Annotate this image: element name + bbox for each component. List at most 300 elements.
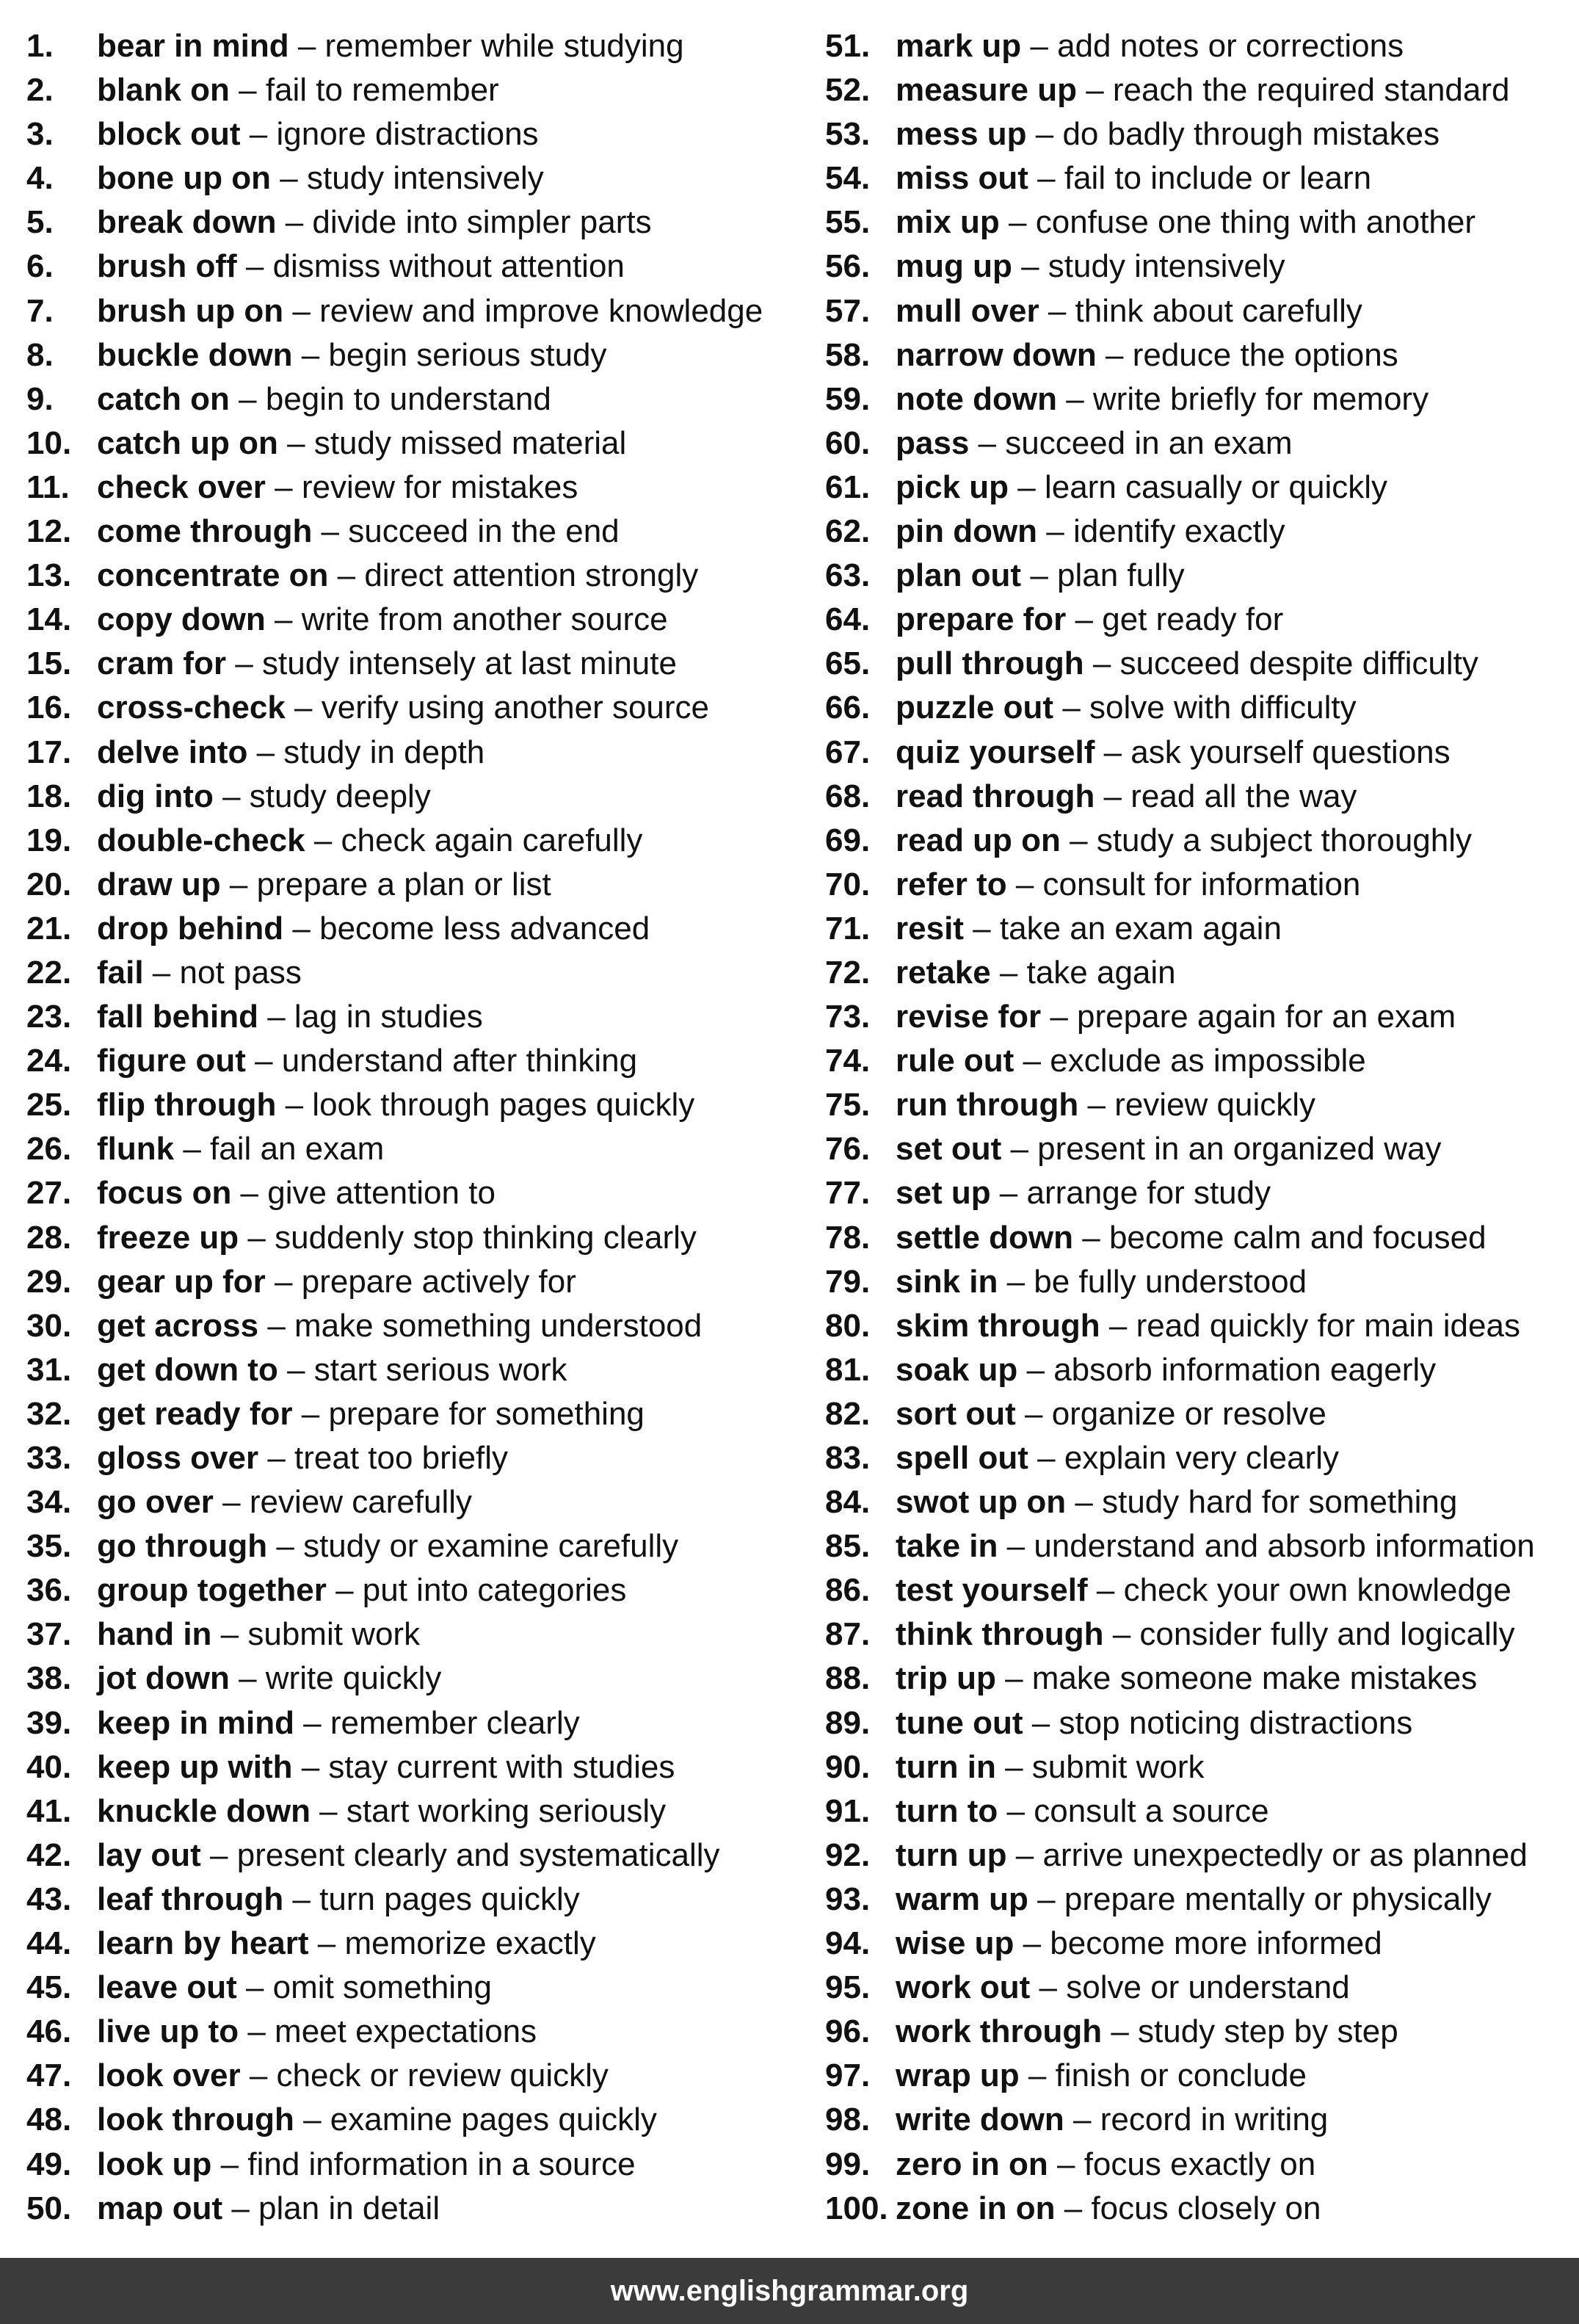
- entry-separator: –: [1028, 1440, 1064, 1476]
- entry-term: mess up: [896, 116, 1027, 153]
- entry-number: 30.: [26, 1307, 72, 1344]
- list-item: [825, 24, 1567, 68]
- entry-definition: study intensely at last minute: [262, 645, 677, 682]
- entry-separator: –: [1095, 778, 1131, 814]
- entry-separator: –: [271, 160, 307, 197]
- list-item: [825, 333, 1567, 377]
- list-item: [26, 1304, 805, 1348]
- list-item: [825, 510, 1567, 554]
- entry-term: miss out: [896, 160, 1028, 197]
- entry-number: 29.: [26, 1263, 72, 1300]
- entry-term: brush up on: [97, 292, 284, 329]
- entry-number: 54.: [825, 160, 871, 197]
- entry-separator: –: [1039, 292, 1075, 329]
- entry-separator: –: [267, 1528, 304, 1565]
- entry-term: trip up: [896, 1660, 996, 1697]
- entry-number: 55.: [825, 204, 871, 241]
- list-item: [825, 775, 1567, 819]
- entry-number: 56.: [825, 248, 871, 285]
- entry-definition: start serious work: [313, 1351, 567, 1388]
- list-item: [825, 1171, 1567, 1215]
- entry-number: 63.: [825, 557, 871, 594]
- entry-definition: submit work: [1031, 1748, 1205, 1785]
- list-item: [825, 1216, 1567, 1260]
- entry-separator: –: [328, 557, 365, 594]
- list-item: [26, 1348, 805, 1392]
- list-item: [26, 1083, 805, 1127]
- list-item: [825, 819, 1567, 863]
- entry-term: run through: [896, 1087, 1079, 1123]
- list-item: [825, 1834, 1567, 1878]
- entry-separator: –: [1078, 1087, 1115, 1123]
- entry-separator: –: [229, 1660, 266, 1697]
- list-item: [26, 466, 805, 510]
- entry-separator: –: [995, 1748, 1032, 1785]
- list-item: [26, 1524, 805, 1568]
- entry-separator: –: [236, 1969, 273, 2006]
- entry-term: tune out: [896, 1704, 1023, 1741]
- entry-separator: –: [1096, 336, 1133, 373]
- entry-number: 19.: [26, 822, 72, 858]
- entry-definition: write from another source: [301, 601, 668, 638]
- entry-definition: omit something: [272, 1969, 493, 2006]
- entry-term: soak up: [896, 1351, 1018, 1388]
- entry-separator: –: [258, 999, 294, 1035]
- entry-separator: –: [1041, 999, 1078, 1035]
- entry-definition: fail an exam: [210, 1131, 385, 1168]
- entry-definition: present in an organized way: [1037, 1131, 1442, 1168]
- entry-number: 96.: [825, 2013, 871, 2050]
- entry-term: draw up: [97, 866, 221, 902]
- entry-term: keep up with: [97, 1748, 293, 1785]
- entry-separator: –: [998, 1792, 1034, 1829]
- entry-number: 17.: [26, 734, 72, 770]
- list-item: [825, 421, 1567, 466]
- entry-separator: –: [1001, 1131, 1038, 1168]
- entry-term: skim through: [896, 1307, 1100, 1344]
- list-item: [26, 1922, 805, 1966]
- entry-separator: –: [990, 954, 1027, 991]
- entry-definition: arrange for study: [1026, 1175, 1271, 1212]
- entry-separator: –: [1009, 468, 1045, 505]
- entry-definition: review quickly: [1114, 1087, 1316, 1123]
- entry-definition: understand and absorb information: [1034, 1528, 1535, 1565]
- phrasal-verb-list-right-column: [825, 24, 1567, 2231]
- entry-number: 5.: [26, 204, 54, 241]
- entry-separator: –: [1014, 1043, 1050, 1079]
- entry-number: 98.: [825, 2102, 871, 2138]
- entry-term: learn by heart: [97, 1925, 309, 1962]
- list-item: [26, 1260, 805, 1304]
- entry-term: brush off: [97, 248, 237, 285]
- list-item: [825, 1657, 1567, 1701]
- entry-separator: –: [1066, 601, 1103, 638]
- list-item: [26, 1745, 805, 1789]
- entry-definition: read quickly for main ideas: [1136, 1307, 1520, 1344]
- list-item: [26, 156, 805, 200]
- entry-separator: –: [276, 204, 313, 241]
- entry-definition: review carefully: [249, 1484, 473, 1521]
- entry-term: narrow down: [896, 336, 1097, 373]
- entry-separator: –: [1019, 2057, 1056, 2094]
- entry-term: set out: [896, 1131, 1002, 1168]
- entry-number: 93.: [825, 1880, 871, 1917]
- entry-definition: study in depth: [283, 734, 485, 770]
- entry-definition: succeed in an exam: [1005, 424, 1293, 461]
- entry-separator: –: [292, 1748, 329, 1785]
- entry-number: 41.: [26, 1792, 72, 1829]
- entry-term: copy down: [97, 601, 266, 638]
- entry-separator: –: [1021, 28, 1058, 64]
- entry-definition: prepare a plan or list: [256, 866, 551, 902]
- entry-term: fall behind: [97, 999, 258, 1035]
- entry-definition: look through pages quickly: [312, 1087, 695, 1123]
- entry-separator: –: [265, 468, 302, 505]
- entry-number: 21.: [26, 910, 72, 946]
- entry-number: 31.: [26, 1351, 72, 1388]
- entry-number: 68.: [825, 778, 871, 814]
- entry-term: note down: [896, 380, 1057, 417]
- list-item: [26, 1834, 805, 1878]
- list-item: [825, 112, 1567, 156]
- entry-definition: take an exam again: [999, 910, 1282, 946]
- entry-separator: –: [1066, 1484, 1103, 1521]
- entry-number: 44.: [26, 1925, 72, 1962]
- entry-term: warm up: [896, 1880, 1028, 1917]
- entry-number: 33.: [26, 1440, 72, 1476]
- entry-number: 50.: [26, 2190, 72, 2226]
- list-item: [825, 1745, 1567, 1789]
- list-item: [26, 289, 805, 333]
- entry-term: plan out: [896, 557, 1022, 594]
- entry-term: zero in on: [896, 2146, 1048, 2182]
- entry-term: pull through: [896, 645, 1084, 682]
- entry-term: gear up for: [97, 1263, 266, 1300]
- entry-number: 60.: [825, 424, 871, 461]
- entry-term: prepare for: [896, 601, 1067, 638]
- entry-term: freeze up: [97, 1219, 239, 1256]
- entry-term: look through: [97, 2102, 294, 2138]
- entry-definition: exclude as impossible: [1050, 1043, 1366, 1079]
- entry-separator: –: [1073, 1219, 1109, 1256]
- entry-number: 16.: [26, 689, 72, 726]
- entry-separator: –: [963, 910, 1000, 946]
- entry-separator: –: [265, 1263, 302, 1300]
- entry-number: 1.: [26, 28, 54, 64]
- list-item: [825, 1568, 1567, 1612]
- entry-term: keep in mind: [97, 1704, 294, 1741]
- entry-term: leave out: [97, 1969, 237, 2006]
- list-item: [825, 377, 1567, 421]
- entry-number: 51.: [825, 28, 871, 64]
- entry-definition: lag in studies: [294, 999, 483, 1035]
- entry-definition: find information in a source: [247, 2146, 636, 2182]
- footer-website-text: www.englishgrammar.org: [610, 2275, 969, 2307]
- entry-number: 43.: [26, 1880, 72, 1917]
- entry-definition: stay current with studies: [328, 1748, 675, 1785]
- entry-term: zone in on: [896, 2190, 1056, 2226]
- list-item: [825, 156, 1567, 200]
- entry-number: 53.: [825, 116, 871, 153]
- list-item: [825, 731, 1567, 775]
- entry-definition: write briefly for memory: [1092, 380, 1429, 417]
- entry-number: 9.: [26, 380, 54, 417]
- entry-number: 3.: [26, 116, 54, 153]
- entry-term: look up: [97, 2146, 212, 2182]
- list-item: [26, 642, 805, 686]
- entry-number: 37.: [26, 1616, 72, 1653]
- entry-separator: –: [1087, 1572, 1124, 1609]
- entry-term: blank on: [97, 72, 230, 109]
- entry-number: 25.: [26, 1087, 72, 1123]
- list-item: [825, 1436, 1567, 1480]
- entry-number: 78.: [825, 1219, 871, 1256]
- entry-term: turn up: [896, 1836, 1007, 1873]
- entry-definition: succeed despite difficulty: [1119, 645, 1478, 682]
- entry-separator: –: [288, 28, 325, 64]
- entry-term: block out: [97, 116, 241, 153]
- entry-definition: prepare actively for: [301, 1263, 576, 1300]
- entry-definition: explain very clearly: [1064, 1440, 1339, 1476]
- entry-term: write down: [896, 2102, 1064, 2138]
- entry-definition: organize or resolve: [1051, 1395, 1326, 1432]
- entry-term: live up to: [97, 2013, 239, 2050]
- entry-separator: –: [258, 1440, 295, 1476]
- entry-separator: –: [1076, 72, 1113, 109]
- entry-number: 58.: [825, 336, 871, 373]
- list-item: [825, 1260, 1567, 1304]
- list-item: [26, 200, 805, 245]
- entry-definition: consider fully and logically: [1139, 1616, 1515, 1653]
- list-item: [26, 2143, 805, 2187]
- entry-definition: plan in detail: [258, 2190, 440, 2226]
- entry-number: 82.: [825, 1395, 871, 1432]
- entry-term: spell out: [896, 1440, 1028, 1476]
- entry-term: fail: [97, 954, 144, 991]
- entry-term: mix up: [896, 204, 1000, 241]
- entry-definition: check again carefully: [341, 822, 643, 858]
- entry-separator: –: [305, 822, 341, 858]
- list-item: [825, 1612, 1567, 1657]
- entry-term: test yourself: [896, 1572, 1088, 1609]
- entry-definition: read all the way: [1130, 778, 1357, 814]
- entry-definition: suddenly stop thinking clearly: [275, 1219, 697, 1256]
- entry-separator: –: [174, 1131, 211, 1168]
- entry-definition: confuse one thing with another: [1035, 204, 1476, 241]
- entry-definition: identify exactly: [1072, 513, 1285, 550]
- entry-term: drop behind: [97, 910, 284, 946]
- entry-term: double-check: [97, 822, 305, 858]
- entry-separator: –: [995, 1660, 1032, 1697]
- entry-number: 23.: [26, 999, 72, 1035]
- entry-number: 74.: [825, 1043, 871, 1079]
- entry-number: 62.: [825, 513, 871, 550]
- list-item: [26, 68, 805, 112]
- entry-term: get down to: [97, 1351, 278, 1388]
- entry-separator: –: [292, 336, 329, 373]
- entry-term: sink in: [896, 1263, 998, 1300]
- entry-definition: prepare for something: [328, 1395, 645, 1432]
- entry-number: 7.: [26, 292, 54, 329]
- entry-separator: –: [283, 910, 320, 946]
- list-item: [825, 200, 1567, 245]
- entry-separator: –: [277, 1351, 314, 1388]
- entry-term: break down: [97, 204, 277, 241]
- list-item: [26, 421, 805, 466]
- entry-definition: understand after thinking: [281, 1043, 638, 1079]
- list-item: [825, 1083, 1567, 1127]
- entry-definition: make something understood: [294, 1307, 703, 1344]
- entry-separator: –: [1053, 689, 1090, 726]
- list-item: [26, 598, 805, 642]
- entry-separator: –: [308, 1925, 345, 1962]
- entry-definition: absorb information eagerly: [1053, 1351, 1437, 1388]
- entry-number: 84.: [825, 1484, 871, 1521]
- entry-definition: add notes or corrections: [1057, 28, 1404, 64]
- entry-number: 14.: [26, 601, 72, 638]
- entry-separator: –: [285, 689, 322, 726]
- entry-definition: plan fully: [1057, 557, 1185, 594]
- list-item: [26, 863, 805, 907]
- entry-definition: learn casually or quickly: [1044, 468, 1388, 505]
- entry-definition: study intensively: [1048, 248, 1285, 285]
- entry-separator: –: [239, 1219, 275, 1256]
- entry-definition: study or examine carefully: [303, 1528, 679, 1565]
- entry-term: refer to: [896, 866, 1007, 902]
- entry-number: 85.: [825, 1528, 871, 1565]
- entry-number: 24.: [26, 1043, 72, 1079]
- entry-term: settle down: [896, 1219, 1074, 1256]
- entry-definition: focus closely on: [1091, 2190, 1321, 2226]
- entry-separator: –: [998, 1528, 1034, 1565]
- list-item: [26, 1039, 805, 1083]
- list-item: [26, 1127, 805, 1171]
- entry-separator: –: [1017, 1351, 1054, 1388]
- phrasal-verb-list-left-column: [26, 24, 805, 2231]
- entry-term: set up: [896, 1175, 991, 1212]
- entry-term: get across: [97, 1307, 259, 1344]
- list-item: [26, 1657, 805, 1701]
- entry-number: 47.: [26, 2057, 72, 2094]
- entry-term: bone up on: [97, 160, 272, 197]
- entry-separator: –: [1021, 557, 1058, 594]
- entry-term: revise for: [896, 999, 1042, 1035]
- entry-separator: –: [294, 2102, 330, 2138]
- entry-definition: dismiss without attention: [272, 248, 625, 285]
- entry-number: 71.: [825, 910, 871, 946]
- entry-term: come through: [97, 513, 313, 550]
- entry-separator: –: [258, 1307, 295, 1344]
- list-item: [825, 686, 1567, 730]
- entry-separator: –: [1026, 116, 1063, 153]
- list-item: [825, 68, 1567, 112]
- entry-number: 57.: [825, 292, 871, 329]
- entry-number: 2.: [26, 72, 54, 109]
- list-item: [26, 1612, 805, 1657]
- entry-number: 91.: [825, 1792, 871, 1829]
- list-item: [26, 907, 805, 951]
- list-item: [26, 554, 805, 598]
- entry-term: bear in mind: [97, 28, 289, 64]
- entry-separator: –: [213, 1484, 250, 1521]
- entry-number: 13.: [26, 557, 72, 594]
- entry-separator: –: [1030, 1969, 1067, 2006]
- entry-definition: write quickly: [265, 1660, 442, 1697]
- list-item: [26, 1436, 805, 1480]
- entry-definition: treat too briefly: [294, 1440, 509, 1476]
- entry-separator: –: [283, 1880, 320, 1917]
- entry-separator: –: [236, 248, 273, 285]
- list-item: [825, 598, 1567, 642]
- entry-number: 86.: [825, 1572, 871, 1609]
- entry-separator: –: [245, 1043, 282, 1079]
- entry-separator: –: [1028, 160, 1064, 197]
- list-item: [26, 2054, 805, 2098]
- entry-definition: solve with difficulty: [1089, 689, 1357, 726]
- entry-separator: –: [292, 1395, 329, 1432]
- entry-definition: meet expectations: [275, 2013, 537, 2050]
- entry-number: 89.: [825, 1704, 871, 1741]
- entry-term: cross-check: [97, 689, 286, 726]
- entry-separator: –: [1055, 2190, 1092, 2226]
- list-item: [26, 1171, 805, 1215]
- list-item: [26, 775, 805, 819]
- entry-separator: –: [1064, 2102, 1100, 2138]
- entry-number: 69.: [825, 822, 871, 858]
- entry-number: 10.: [26, 424, 72, 461]
- entry-term: quiz yourself: [896, 734, 1095, 770]
- entry-term: measure up: [896, 72, 1077, 109]
- entry-number: 75.: [825, 1087, 871, 1123]
- entry-number: 83.: [825, 1440, 871, 1476]
- list-item: [825, 2143, 1567, 2187]
- entry-number: 94.: [825, 1925, 871, 1962]
- entry-separator: –: [211, 1616, 248, 1653]
- entry-number: 8.: [26, 336, 54, 373]
- entry-definition: consult a source: [1034, 1792, 1269, 1829]
- entry-separator: –: [326, 1572, 363, 1609]
- entry-definition: fail to remember: [265, 72, 499, 109]
- entry-definition: begin serious study: [328, 336, 607, 373]
- entry-term: get ready for: [97, 1395, 293, 1432]
- entry-term: delve into: [97, 734, 248, 770]
- entry-definition: take again: [1026, 954, 1176, 991]
- entry-term: puzzle out: [896, 689, 1054, 726]
- list-item: [26, 951, 805, 995]
- entry-term: go over: [97, 1484, 214, 1521]
- entry-term: wise up: [896, 1925, 1014, 1962]
- entry-definition: prepare again for an exam: [1077, 999, 1456, 1035]
- entry-number: 95.: [825, 1969, 871, 2006]
- entry-separator: –: [969, 424, 1006, 461]
- entry-number: 48.: [26, 2102, 72, 2138]
- entry-term: go through: [97, 1528, 268, 1565]
- entry-number: 90.: [825, 1748, 871, 1785]
- entry-number: 15.: [26, 645, 72, 682]
- entry-term: mark up: [896, 28, 1022, 64]
- entry-separator: –: [222, 2190, 259, 2226]
- entry-number: 11.: [26, 468, 70, 505]
- entry-separator: –: [294, 1704, 330, 1741]
- entry-term: lay out: [97, 1836, 201, 1873]
- entry-number: 97.: [825, 2057, 871, 2094]
- entry-number: 87.: [825, 1616, 871, 1653]
- entry-term: hand in: [97, 1616, 212, 1653]
- entry-definition: focus exactly on: [1083, 2146, 1316, 2182]
- entry-number: 88.: [825, 1660, 871, 1697]
- list-item: [825, 2010, 1567, 2054]
- entry-definition: study hard for something: [1102, 1484, 1458, 1521]
